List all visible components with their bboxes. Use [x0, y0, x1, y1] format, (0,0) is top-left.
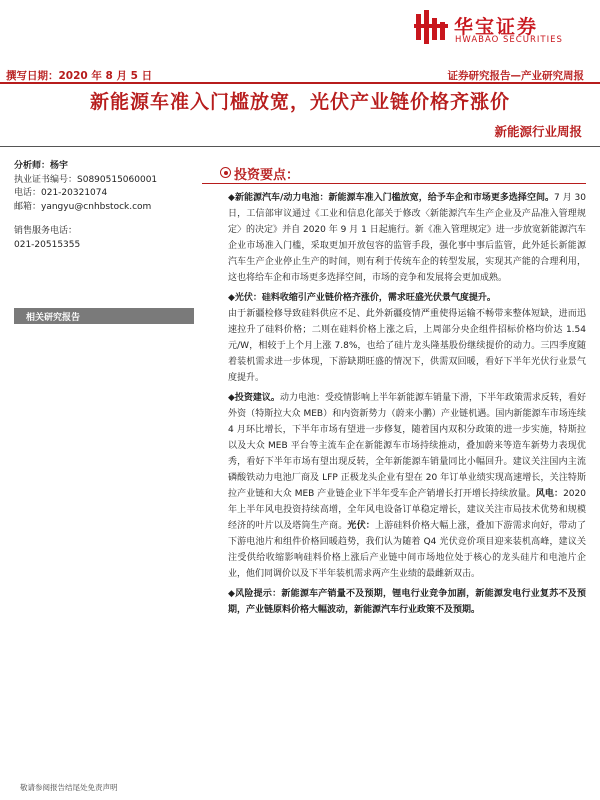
paragraph-advice-text: 动力电池：受疫情影响上半年新能源车销量下滑，下半年政策需求反转，看好外资（特斯拉大众 MEB）和内资新势力（蔚来小鹏）产业链机遇。国内新能源车市场连续 4 月环比增长，下半年市场有望进一步修复，随着国内双积分政策的进一步实施，特斯拉以及大众 MEB 平台等主流车企在新能源车市场持续推动，叠加蔚来等造车新势力表现优秀，看好下半年市场有望出现反转，全年新能源车销量同比小幅回升。建议关注国内主流磷酸铁动力电池厂商及 LFP 正极龙头企业有望在 20 年订单业绩实现高速增长，关注特斯拉产业链和大众 MEB 产业链企业下半年受车企产销增长打开增长持续放量。: [228, 393, 586, 499]
analyst-info: [14, 160, 194, 252]
investment-heading: [202, 163, 586, 184]
paragraph-advice: [228, 390, 586, 582]
sales-phone: 021-20515355: [14, 239, 81, 250]
analyst-email[interactable]: 邮箱：yangyu@cnhbstock.com: [14, 201, 152, 212]
report-date: 撰写日期：2020 年 8 月 5 日: [6, 70, 153, 82]
paragraph-ev-text: 7 月 30 日，工信部审议通过《工业和信息化部关于修改〈新能源汽车生产企业及产品准入管理规定〉的决定》并自 2020 年 9 月 1 日起施行。新《准入管理规定》进一步放宽新能源汽车企业市场准入门槛，采取更加开放包容的监管手段，强化事中事后监管，此外延长新能源汽车生产企业停止生产的时间，则有利于传统车企的转型发展，实现其产能的合理利用，这也将给车企和市场更多选择空间，市场的竞争和发展将会更加成熟。: [228, 193, 586, 283]
paragraph-risk: [228, 586, 586, 618]
hwabao-logo-icon: [414, 10, 448, 44]
paragraph-wind-lead: 风电：: [535, 489, 564, 499]
paragraph-ev: [228, 190, 586, 286]
analyst-license: 执业证书编号：S0890515060001: [14, 174, 158, 185]
investment-body: [228, 190, 586, 622]
paragraph-advice-lead: ◆投资建议。: [228, 393, 280, 403]
report-title: 新能源车准入门槛放宽，光伏产业链价格齐涨价: [89, 91, 510, 113]
related-reports-bar: [14, 308, 194, 324]
paragraph-pv-lead: ◆光伏：硅料收缩引产业链价格齐涨价，需求旺盛光伏景气度提升。: [228, 293, 496, 303]
analyst-phone: 电话：021-20321074: [14, 188, 108, 198]
target-circle-icon: [220, 167, 231, 178]
header-divider: [0, 82, 600, 84]
sales-label: 销售服务电话：: [14, 226, 78, 236]
paragraph-pv2-text: 上游硅料价格大幅上涨，叠加下游需求向好，带动了下游电池片和组件价格回暖趋势，我们认为随着 Q4 光伏竞价项目迎来装机高峰，建议关注受供给收缩影响硅料价格上涨后产业链中间市场地位处于核心的龙头硅片和电池片企业，他们同调价以及下半年装机需求两产生业绩的最雌新双击。: [228, 521, 586, 579]
report-category: 证券研究报告—产业研究周报: [447, 70, 584, 82]
related-reports-label: 相关研究报告: [26, 313, 81, 323]
paragraph-wind-text: 2020 年上半年风电投资持续高增，全年风电设备订单稳定增长，建议关注市局技术优势和规模经济的叶片以及塔筒生产商。: [228, 489, 586, 531]
paragraph-pv2-lead: 光伏：: [347, 521, 375, 531]
brand-logo: [414, 10, 584, 46]
paragraph-pv: [228, 290, 586, 386]
brand-name-cn: 华宝证券: [454, 16, 539, 38]
paragraph-ev-lead: ◆新能源汽车/动力电池：新能源车准入门槛放宽，给予车企和市场更多选择空间。: [228, 193, 555, 203]
title-divider: [0, 146, 600, 147]
footer-disclaimer: 敬请参阅报告结尾处免责声明: [20, 783, 118, 792]
analyst-name: 分析师：杨宇: [14, 161, 69, 171]
paragraph-risk-text: ◆风险提示：新能源车产销量不及预期，锂电行业竞争加剧，新能源发电行业复苏不及预期，产业链原料价格大幅波动，新能源汽车行业政策不及预期。: [228, 589, 586, 615]
paragraph-pv-text: 由于新疆检修导致硅料供应不足、此外新疆疫情严重使得运输不畅带来整体短缺，进而迅速拉升了硅料价格；二则在硅料价格上涨之后，上周部分央企组件招标价格均价达 1.54 元/W，相较于上个月上涨 7.8%，也给了硅片龙头隆基股份继续提价的动力。三四季度随着装机需求进一步体现，下游缺期旺盛的情况下，供需双回暖，看好下半年光伏行业景气度提升。: [228, 309, 586, 383]
report-subtitle: 新能源行业周报: [494, 124, 582, 139]
investment-heading-label: 投资要点：: [234, 168, 300, 183]
brand-name-en: HWABAO SECURITIES: [455, 35, 563, 45]
